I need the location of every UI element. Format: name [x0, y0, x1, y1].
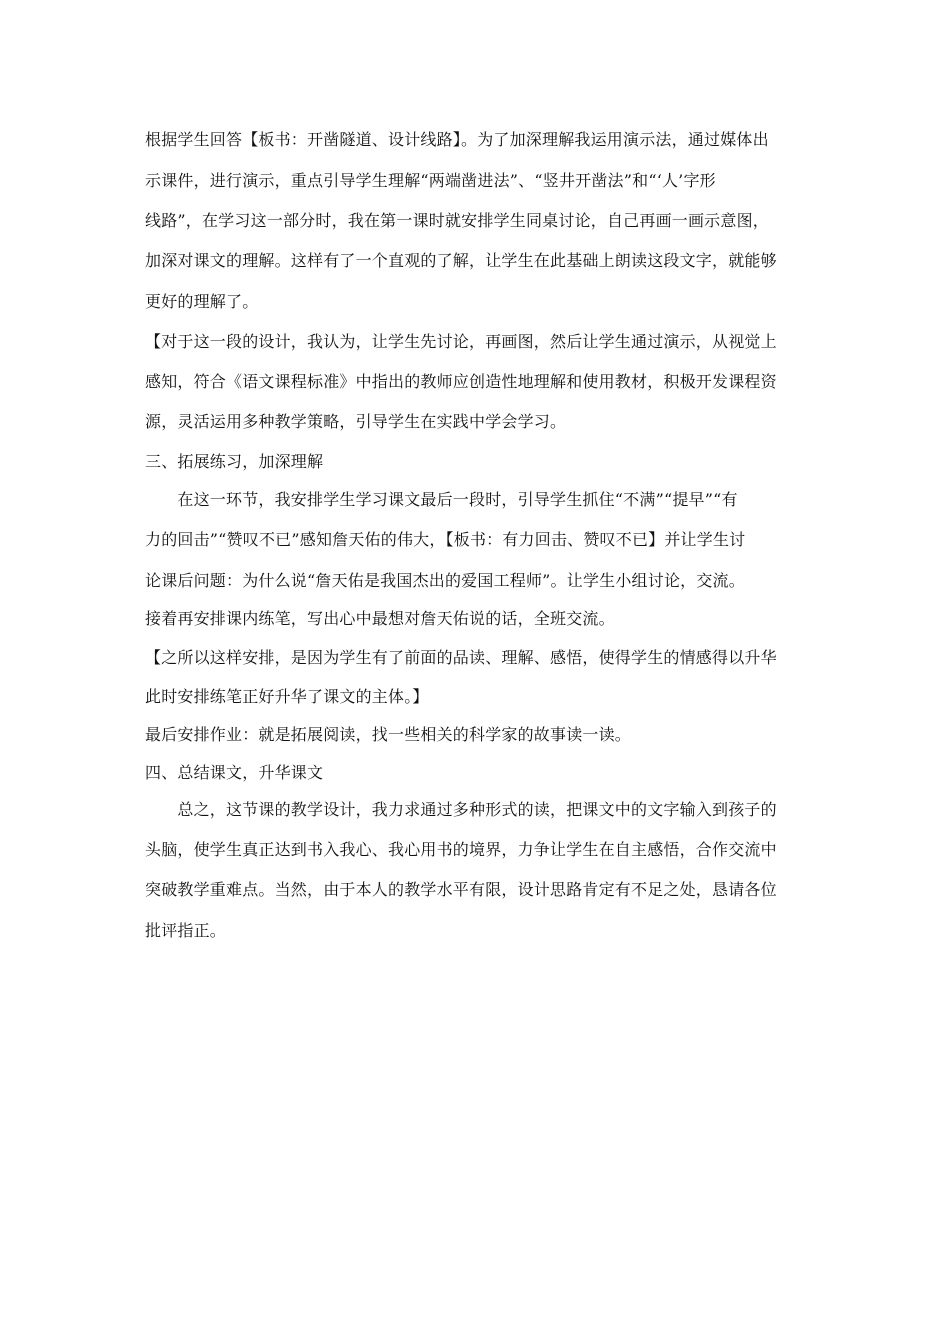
text-line: 接着再安排课内练笔，写出心中最想对詹天佑说的话，全班交流。 — [145, 609, 615, 628]
section-heading: 三、拓展练习，加深理解 — [145, 452, 324, 471]
text-line: 根据学生回答【板书：开凿隧道、设计线路】。为了加深理解我运用演示法，通过媒体出 — [145, 130, 769, 149]
text-line: 批评指正。 — [145, 921, 227, 940]
text-line: 在这一环节，我安排学生学习课文最后一段时，引导学生抓住“不满”“提早”“有 — [145, 490, 738, 509]
text-line: 【之所以这样安排，是因为学生有了前面的品读、理解、感悟，使得学生的情感得以升华 — [145, 648, 777, 667]
text-line: 【对于这一段的设计，我认为，让学生先讨论，再画图，然后让学生通过演示，从视觉上 — [145, 332, 777, 351]
text-line: 突破教学重难点。当然，由于本人的教学水平有限，设计思路肯定有不足之处，恳请各位 — [145, 880, 777, 899]
text-line: 最后安排作业：就是拓展阅读，找一些相关的科学家的故事读一读。 — [145, 725, 632, 744]
text-line: 头脑，使学生真正达到书入我心、我心用书的境界，力争让学生在自主感悟，合作交流中 — [145, 840, 777, 859]
text-line: 论课后问题：为什么说“詹天佑是我国杰出的爱国工程师”。让学生小组讨论，交流。 — [145, 571, 745, 590]
text-line: 线路”，在学习这一部分时，我在第一课时就安排学生同桌讨论，自己再画一画示意图， — [145, 211, 769, 230]
text-line: 示课件，进行演示，重点引导学生理解“两端凿进法”、“竖井开凿法”和“‘人’字形 — [145, 171, 716, 190]
text-line: 总之，这节课的教学设计，我力求通过多种形式的读，把课文中的文字输入到孩子的 — [145, 800, 777, 819]
text-line: 此时安排练笔正好升华了课文的主体。】 — [145, 687, 429, 706]
text-line: 更好的理解了。 — [145, 292, 259, 311]
text-line: 加深对课文的理解。这样有了一个直观的了解，让学生在此基础上朗读这段文字，就能够 — [145, 251, 777, 270]
text-line: 感知，符合《语文课程标准》中指出的教师应创造性地理解和使用教材，积极开发课程资 — [145, 372, 777, 391]
text-line: 力的回击”“赞叹不已”感知詹天佑的伟大，【板书：有力回击、赞叹不已】并让学生讨 — [145, 530, 746, 549]
text-line: 源，灵活运用多种教学策略，引导学生在实践中学会学习。 — [145, 412, 567, 431]
section-heading: 四、总结课文，升华课文 — [145, 763, 324, 782]
